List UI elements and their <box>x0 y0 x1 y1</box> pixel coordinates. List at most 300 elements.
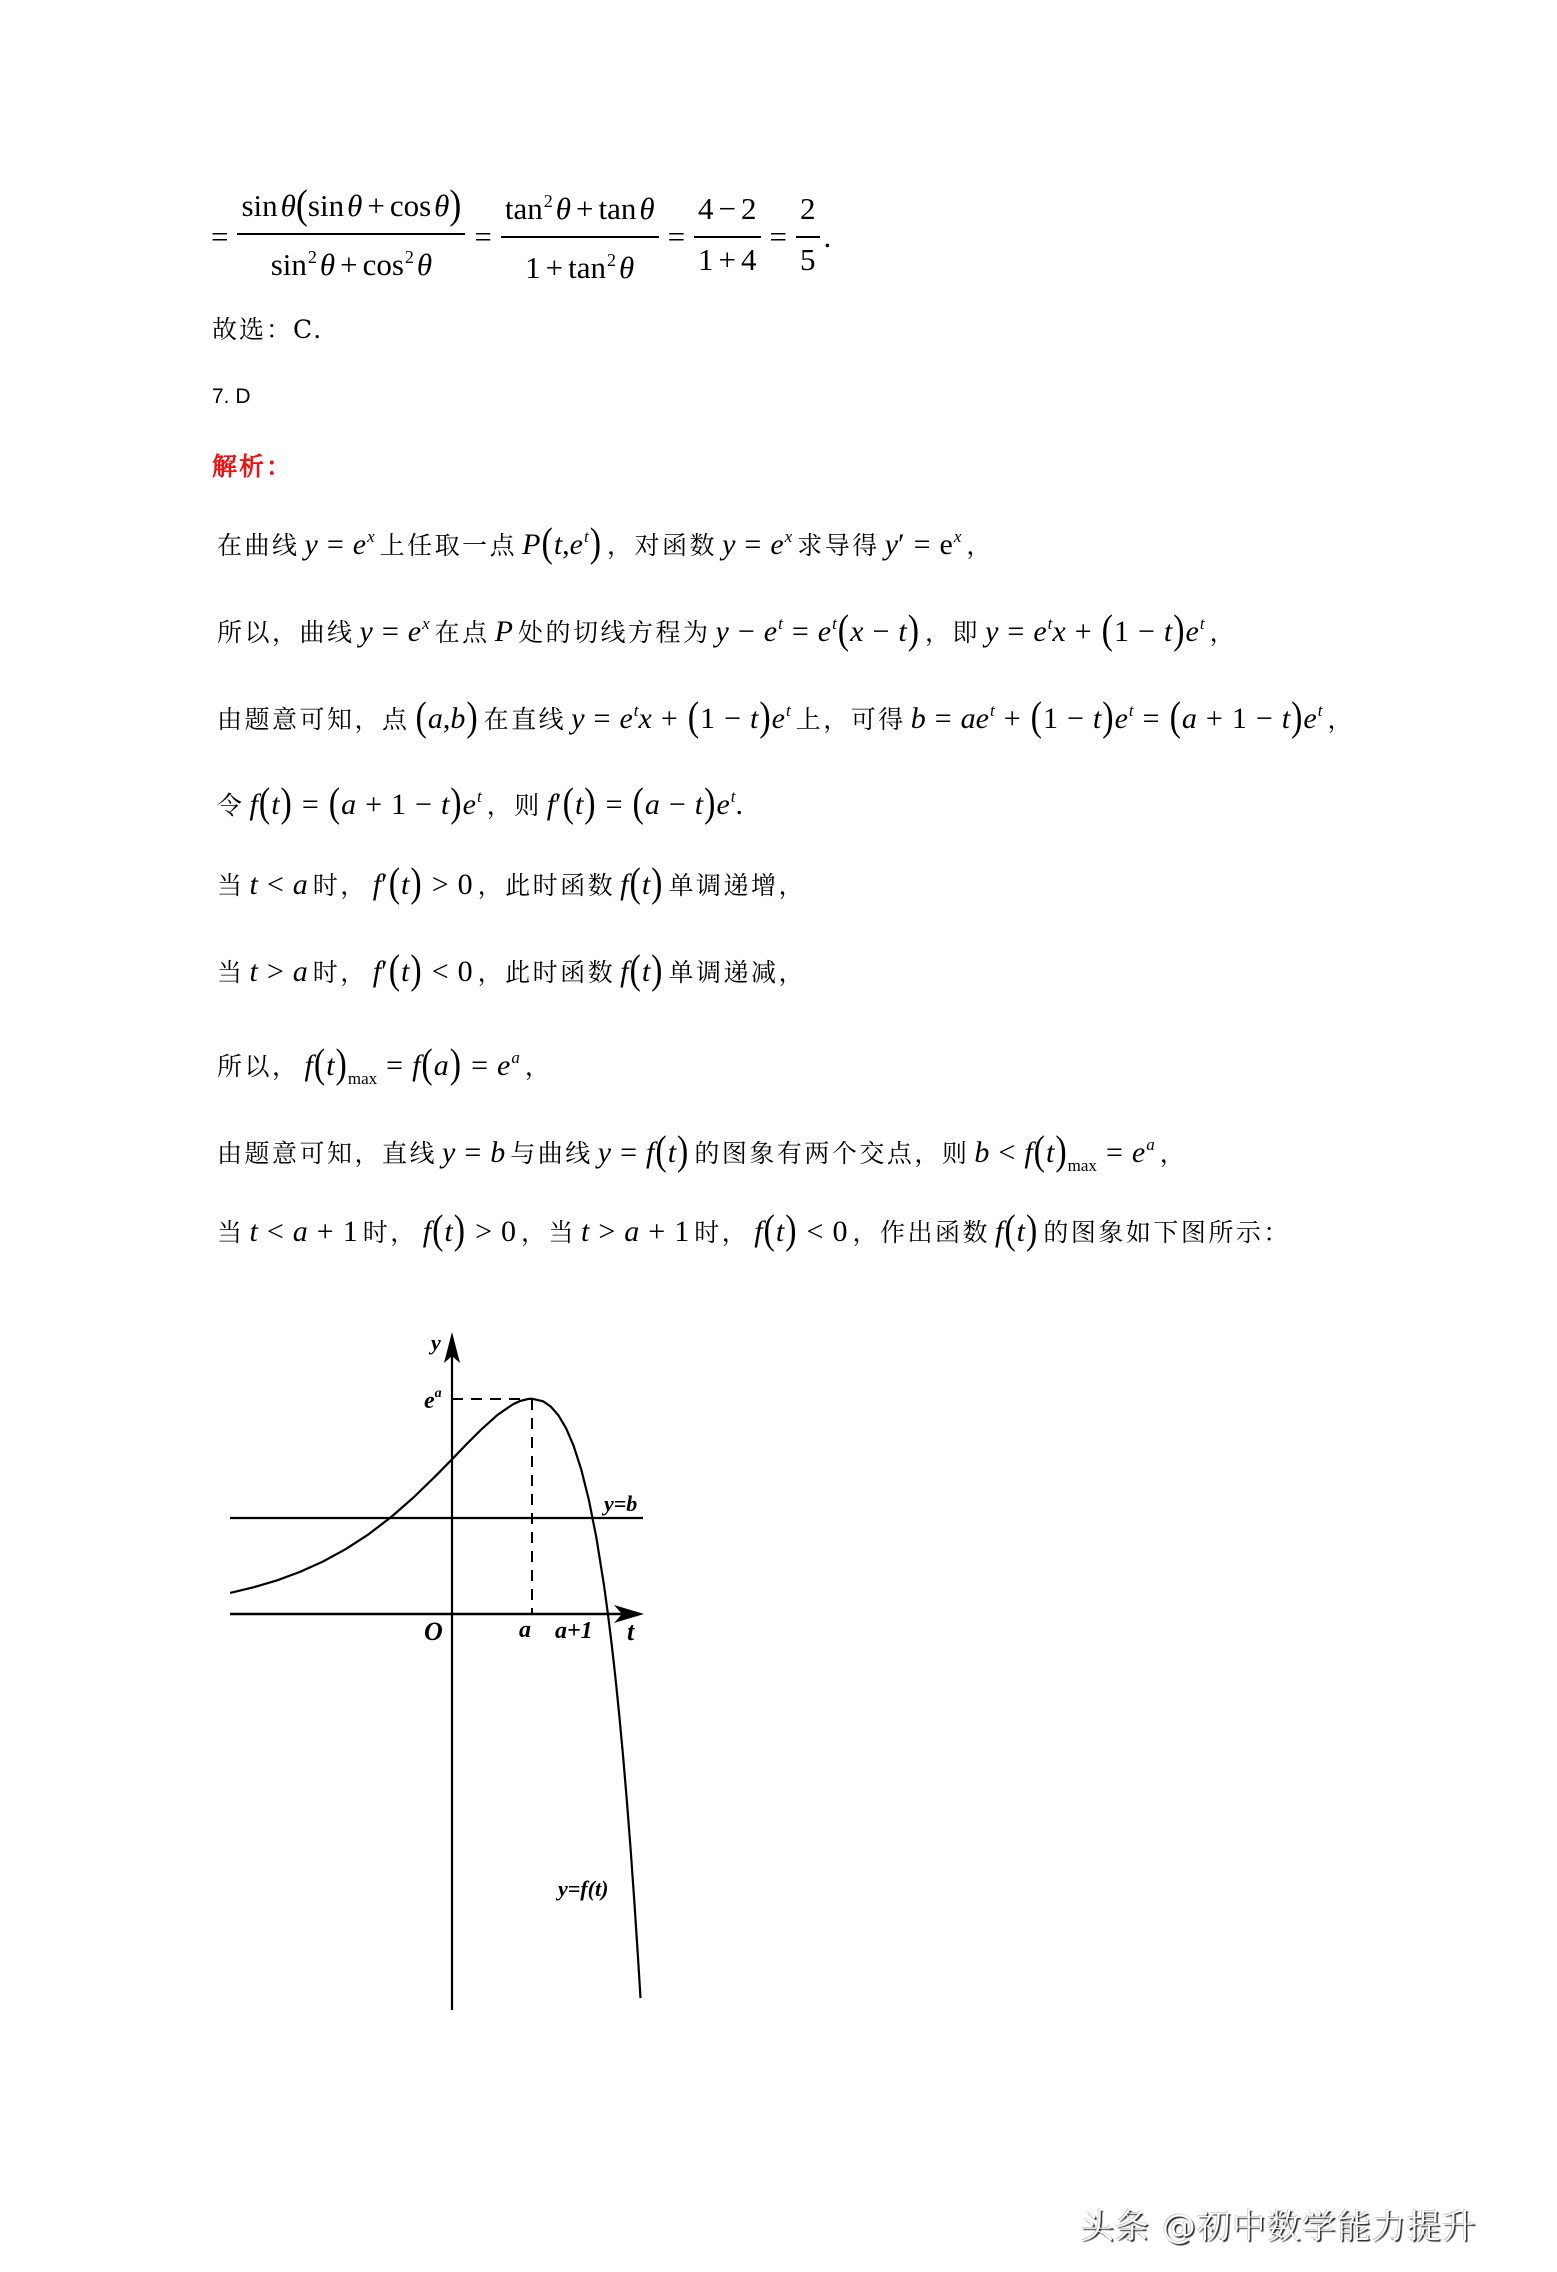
text-run: ，对函数 <box>607 531 718 560</box>
math-run: = <box>1105 1136 1123 1169</box>
math-run: > <box>266 955 284 988</box>
math-run: t <box>401 868 410 901</box>
math-run: − <box>1137 615 1155 648</box>
math-run: + <box>365 788 383 821</box>
math-run: − <box>668 788 686 821</box>
math-run: x <box>422 614 430 633</box>
math-run: − <box>872 615 890 648</box>
math-run: t <box>1092 702 1102 735</box>
math-run: + <box>648 1215 666 1248</box>
math-run: f <box>304 1049 313 1082</box>
math-run: ′ <box>381 955 388 988</box>
text-run: ，当 <box>520 1218 576 1247</box>
math-run: − <box>1255 702 1273 735</box>
math-run: t <box>1281 702 1291 735</box>
math-run: e <box>939 528 953 561</box>
math-run: − <box>718 191 737 226</box>
math-run: t <box>730 787 736 806</box>
math-run: 1 <box>1042 702 1058 735</box>
math-run: < <box>806 1215 824 1248</box>
math-run: e <box>569 528 583 561</box>
text-run: 与曲线 <box>510 1139 593 1168</box>
math-run: < <box>431 955 449 988</box>
y-axis-label: y <box>431 1330 441 1355</box>
math-run: cos <box>389 188 432 223</box>
math-run: ) <box>677 1128 689 1174</box>
solution-line-8 <box>212 1123 1192 1175</box>
math-run: ) <box>410 860 422 906</box>
math-run: t <box>1163 615 1173 648</box>
math-run: t <box>778 614 783 633</box>
math-run: = <box>326 528 344 561</box>
math-run: e <box>771 702 785 735</box>
math-run: θ <box>319 247 336 282</box>
math-run: = <box>934 702 952 735</box>
text-run: ， <box>1159 1139 1188 1168</box>
math-run: 2 <box>307 247 317 267</box>
math-run: 2 <box>543 191 553 211</box>
math-run: ( <box>1030 694 1042 740</box>
math-run: t <box>249 955 258 988</box>
math-run: f <box>994 1215 1004 1248</box>
math-run: t <box>553 528 563 561</box>
tick-a-plus-1-label: a+1 <box>555 1618 593 1644</box>
solution-line-4 <box>212 775 744 826</box>
fraction <box>501 179 659 295</box>
math-run: ) <box>704 780 716 826</box>
math-run: − <box>724 702 741 735</box>
denominator <box>267 235 436 292</box>
math-run: ) <box>466 694 478 740</box>
text-run: 单调递增， <box>668 871 806 900</box>
math-run: a <box>1146 1135 1155 1154</box>
math-run: y <box>884 528 899 561</box>
math-run: = <box>464 1136 482 1169</box>
math-run: ′ <box>381 868 388 901</box>
math-run: = <box>769 219 788 254</box>
math-run: P <box>494 615 513 648</box>
math-run: + <box>316 1215 334 1248</box>
math-run: f <box>422 1215 432 1248</box>
math-run: f <box>1024 1136 1033 1169</box>
math-run: = <box>620 1136 638 1169</box>
text-run: 在点 <box>434 618 490 647</box>
denominator <box>796 238 820 287</box>
math-run: a <box>624 1215 640 1248</box>
math-run: ) <box>1102 694 1114 740</box>
math-run: t <box>574 788 584 821</box>
math-run: + <box>660 702 678 735</box>
math-run: ( <box>629 860 641 906</box>
math-run: ae <box>960 702 989 735</box>
answer-conclusion: 故选：C. <box>212 315 324 344</box>
math-run: . <box>735 788 744 821</box>
math-run: 2 <box>607 250 617 270</box>
math-run: f <box>372 955 382 988</box>
math-run: e <box>1131 1136 1146 1169</box>
text-run: 由题意可知，点 <box>217 705 410 734</box>
text-run: 时， <box>362 1218 418 1247</box>
math-run: a <box>292 955 308 988</box>
text-run: ， <box>524 1052 553 1081</box>
math-run: t <box>1128 701 1134 720</box>
math-run: ( <box>562 780 574 826</box>
math-run: f <box>372 868 382 901</box>
solution-line-2 <box>212 602 1242 653</box>
math-run: = <box>667 219 686 254</box>
math-run: 4 <box>741 242 757 277</box>
math-run: 5 <box>800 242 816 277</box>
math-run: 0 <box>500 1215 516 1248</box>
math-run: 4 <box>698 191 714 226</box>
math-run: ( <box>421 1041 433 1087</box>
math-run: ) <box>785 1207 797 1253</box>
math-run: ( <box>1033 1128 1045 1174</box>
math-run: t <box>326 1049 335 1082</box>
math-run: t <box>667 1136 677 1169</box>
math-run: + <box>340 247 358 282</box>
math-run: = <box>381 615 399 648</box>
max-value-sup: a <box>434 1386 442 1401</box>
math-run: t <box>694 788 704 821</box>
math-run: x <box>367 527 375 546</box>
math-run: f <box>754 1215 763 1248</box>
math-run: ( <box>1101 607 1113 653</box>
text-run: 当 <box>217 871 245 900</box>
solution-line-1 <box>212 515 999 566</box>
math-run: a <box>292 1215 308 1248</box>
math-run: y <box>715 615 729 648</box>
math-run: y <box>304 528 318 561</box>
math-run: ( <box>295 181 308 227</box>
math-run: + <box>1205 702 1223 735</box>
text-run: 上任取一点 <box>379 531 518 560</box>
math-run: θ <box>280 188 296 223</box>
math-run: max <box>1067 1156 1097 1175</box>
numerator <box>694 187 760 236</box>
math-run: t <box>476 787 482 806</box>
math-run: θ <box>619 250 635 285</box>
text-run: 的图象如下图所示： <box>1043 1218 1291 1247</box>
math-run: f <box>620 868 629 901</box>
math-run: > <box>431 868 449 901</box>
math-run: e <box>352 528 367 561</box>
math-run: 1 <box>1113 615 1129 648</box>
text-run: 时， <box>312 871 368 900</box>
math-run: − <box>737 615 755 648</box>
math-run: ) <box>589 520 602 566</box>
math-run: b <box>450 702 466 735</box>
fraction <box>796 187 820 287</box>
math-run: x <box>638 702 652 735</box>
max-value-label <box>424 1386 442 1414</box>
math-run: tan <box>568 250 607 285</box>
math-run: θ <box>347 188 363 223</box>
math-run: = <box>211 219 229 254</box>
math-run: a <box>433 1049 449 1082</box>
math-run: e <box>619 702 633 735</box>
math-run: ) <box>651 860 663 906</box>
math-run: sin <box>241 188 278 223</box>
math-run: θ <box>555 191 571 226</box>
analysis-label: 解析： <box>212 452 294 481</box>
math-run: y <box>571 702 585 735</box>
text-run: 求导得 <box>797 531 880 560</box>
math-run: e <box>496 1049 511 1082</box>
math-run: t <box>583 527 589 546</box>
math-run: ( <box>655 1128 667 1174</box>
math-run: t <box>581 1215 590 1248</box>
denominator <box>694 238 760 287</box>
math-run: ) <box>335 1041 347 1087</box>
text-run: 单调递减， <box>668 958 806 987</box>
math-run: ) <box>449 181 462 227</box>
math-run: ) <box>1291 694 1303 740</box>
math-run: 0 <box>832 1215 848 1248</box>
math-run: t <box>750 702 759 735</box>
math-run: ) <box>1173 607 1185 653</box>
solution-line-5 <box>212 862 811 906</box>
math-run: t <box>641 955 651 988</box>
math-run: 1 <box>342 1215 358 1248</box>
watermark: 头条 @初中数学能力提升 <box>1080 2207 1477 2247</box>
math-run: + <box>545 250 564 285</box>
text-run: ， <box>966 531 994 560</box>
math-run: e <box>770 528 784 561</box>
math-run: y <box>985 615 999 648</box>
math-run: e <box>1114 702 1128 735</box>
math-run: < <box>266 868 284 901</box>
text-run: 所以，曲线 <box>217 618 355 647</box>
math-run: y <box>442 1136 456 1169</box>
math-run: + <box>575 191 594 226</box>
text-run: 令 <box>217 791 245 820</box>
math-run: ( <box>629 947 641 993</box>
math-run: a <box>427 702 443 735</box>
math-run: ( <box>388 947 401 993</box>
text-run: ，即 <box>925 618 981 647</box>
math-run: f <box>412 1049 421 1082</box>
math-run: < <box>266 1215 284 1248</box>
math-run: . <box>823 219 832 254</box>
math-run: θ <box>639 191 655 226</box>
math-run: , <box>442 702 451 735</box>
math-run: ( <box>632 780 644 826</box>
math-run: + <box>1003 702 1021 735</box>
text-run: ， <box>1209 618 1238 647</box>
t-axis-label: t <box>627 1617 635 1646</box>
curve-label: y=f(t) <box>558 1876 609 1901</box>
math-run: max <box>347 1069 378 1088</box>
math-run: = <box>791 615 809 648</box>
math-run: − <box>1066 702 1084 735</box>
math-run: a <box>1181 702 1197 735</box>
math-run: 2 <box>404 247 414 267</box>
math-run: + <box>367 188 385 223</box>
math-run: e <box>1303 702 1317 735</box>
math-run: 1 <box>700 702 716 735</box>
math-run: t <box>990 701 995 720</box>
text-run: ，则 <box>486 791 542 820</box>
max-value-base: e <box>424 1388 435 1414</box>
math-run: ) <box>1026 1207 1038 1253</box>
math-run: ( <box>541 520 553 566</box>
math-run: e <box>407 615 422 648</box>
text-run: 时， <box>312 958 368 987</box>
function-graph <box>220 1320 680 2020</box>
math-run: > <box>475 1215 492 1248</box>
text-run: 上，可得 <box>795 705 906 734</box>
math-run: θ <box>416 247 433 282</box>
math-run: e <box>716 788 730 821</box>
math-run: ′ <box>898 528 905 561</box>
math-run: ) <box>1055 1128 1067 1174</box>
math-run: = <box>593 702 611 735</box>
math-run: b <box>974 1136 990 1169</box>
math-run: e <box>1033 615 1047 648</box>
math-run: t <box>786 701 791 720</box>
math-run: 0 <box>457 955 473 988</box>
math-run: t <box>775 1215 785 1248</box>
math-run: t <box>1317 701 1323 720</box>
math-run: t <box>249 868 258 901</box>
math-run: x <box>1052 615 1066 648</box>
math-run: t <box>641 868 651 901</box>
math-run: θ <box>434 188 450 223</box>
text-run: 在直线 <box>483 705 567 734</box>
math-run: e <box>1185 615 1199 648</box>
text-run: 在曲线 <box>217 531 300 560</box>
math-run: = <box>471 1049 488 1082</box>
math-run: ) <box>584 780 596 826</box>
math-run: = <box>474 219 492 254</box>
math-run: > <box>598 1215 616 1248</box>
math-run: ( <box>1004 1207 1016 1253</box>
math-run: ) <box>449 1041 462 1087</box>
math-run: = <box>913 528 931 561</box>
math-run: x <box>850 615 864 648</box>
math-run: ( <box>388 860 401 906</box>
text-run: ，此时函数 <box>477 871 616 900</box>
math-run: ) <box>450 780 462 826</box>
text-run: 时， <box>694 1218 750 1247</box>
text-run: 的图象有两个交点，则 <box>694 1139 970 1168</box>
math-run: ) <box>651 947 663 993</box>
math-run: e <box>763 615 778 648</box>
math-run: , <box>562 528 570 561</box>
math-run: a <box>511 1048 520 1067</box>
math-run: y <box>359 615 373 648</box>
math-run: ( <box>432 1207 444 1253</box>
math-run: + <box>718 242 737 277</box>
math-run: ( <box>1169 694 1181 740</box>
origin-label: O <box>424 1617 443 1646</box>
math-run: ( <box>328 780 341 826</box>
tick-a-label: a <box>519 1617 531 1643</box>
math-run: ′ <box>555 788 562 821</box>
fraction <box>694 187 760 287</box>
math-run: t <box>1016 1215 1025 1248</box>
math-run: b <box>490 1136 506 1169</box>
math-run: = <box>1142 702 1160 735</box>
numerator <box>501 179 659 236</box>
text-run: 由题意可知，直线 <box>217 1139 438 1168</box>
math-run: t <box>1045 1136 1055 1169</box>
fraction-formula <box>206 181 832 285</box>
fraction <box>237 182 465 292</box>
math-run: t <box>633 701 639 720</box>
math-run: 1 <box>1231 702 1247 735</box>
math-run: f <box>249 788 258 821</box>
math-run: = <box>1007 615 1025 648</box>
math-run: 1 <box>391 788 407 821</box>
math-run: b <box>910 702 926 735</box>
math-run: a <box>341 788 357 821</box>
math-run: 1 <box>698 242 714 277</box>
math-run: a <box>292 868 308 901</box>
text-run: ，此时函数 <box>477 958 616 987</box>
math-run: = <box>605 788 623 821</box>
math-run: 2 <box>741 191 757 226</box>
math-run: t <box>1047 614 1053 633</box>
math-run: t <box>1199 614 1205 633</box>
math-run: t <box>898 615 907 648</box>
math-run: ( <box>258 780 271 826</box>
text-run: ， <box>1327 705 1355 734</box>
math-run: e <box>817 615 832 648</box>
solution-line-3 <box>212 689 1360 740</box>
math-run: t <box>249 1215 258 1248</box>
math-run: ) <box>759 694 771 740</box>
text-run: 所以， <box>217 1052 300 1081</box>
math-run: ) <box>907 607 920 653</box>
math-run: x <box>953 527 962 546</box>
math-run: 0 <box>457 868 473 901</box>
solution-line-7 <box>212 1036 557 1088</box>
math-run: sin <box>270 247 307 282</box>
math-run: = <box>744 528 762 561</box>
math-run: 1 <box>525 250 541 285</box>
math-run: ( <box>837 607 850 653</box>
denominator <box>521 238 638 295</box>
math-run: y <box>597 1136 612 1169</box>
question-answer: 7. D <box>212 385 251 408</box>
math-run: cos <box>362 247 404 282</box>
math-run: ) <box>280 780 292 826</box>
math-run: − <box>415 788 432 821</box>
math-run: ) <box>453 1207 466 1253</box>
solution-line-6 <box>212 949 811 993</box>
math-run: t <box>440 788 450 821</box>
math-run: t <box>271 788 280 821</box>
math-run: < <box>998 1136 1016 1169</box>
text-run: 处的切线方程为 <box>517 618 711 647</box>
numerator <box>796 187 820 236</box>
math-run: f <box>546 788 556 821</box>
math-run: ( <box>763 1207 775 1253</box>
math-run: 1 <box>674 1215 690 1248</box>
math-run: y <box>722 528 736 561</box>
numerator <box>237 182 465 233</box>
math-run: ( <box>687 694 700 740</box>
math-run: e <box>462 788 476 821</box>
math-run: = <box>386 1049 404 1082</box>
math-run: tan <box>598 191 637 226</box>
math-run: sin <box>307 188 345 223</box>
math-run: t <box>444 1215 453 1248</box>
math-run: = <box>301 788 319 821</box>
math-run: f <box>620 955 629 988</box>
